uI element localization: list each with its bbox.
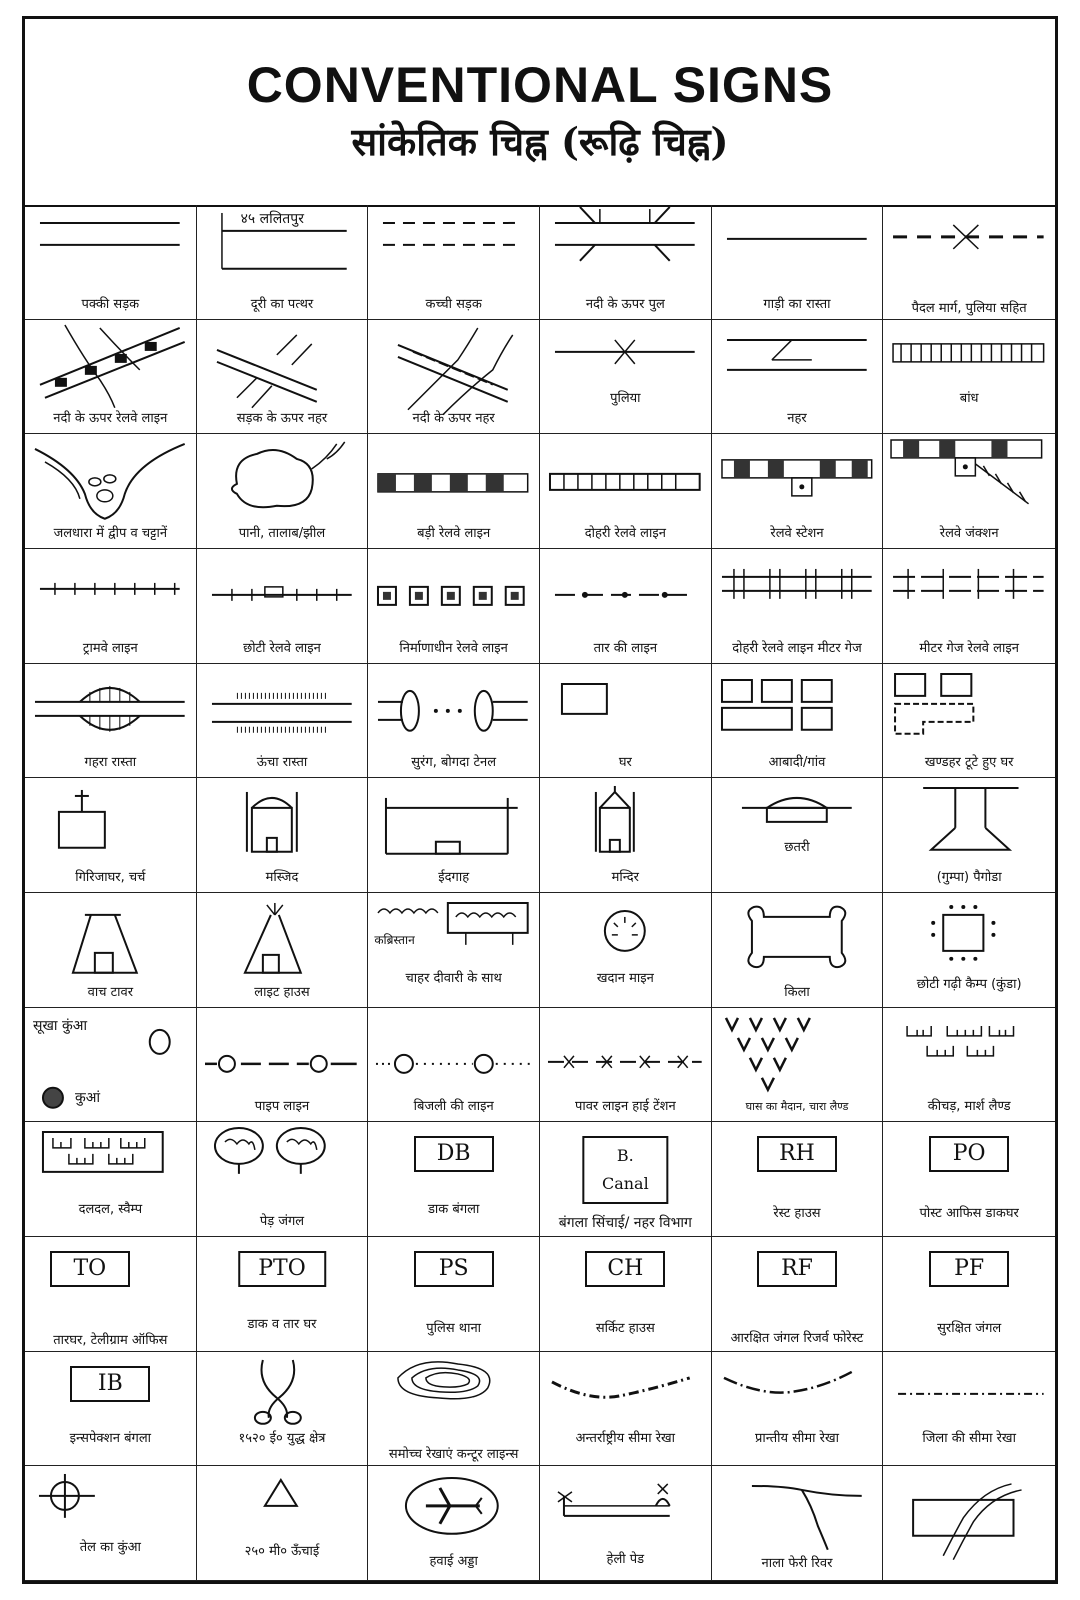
dam-symbol xyxy=(883,320,1055,434)
sign-label: खदान माइन xyxy=(596,970,654,986)
sign-label: आरक्षित जंगल रिजर्व फोरेस्ट xyxy=(730,1330,864,1346)
sign-label: नहर xyxy=(787,411,807,427)
sign-double-railway xyxy=(540,434,712,549)
sign-railway-over-river xyxy=(25,320,197,435)
sign-label: छोटी गढ़ी कैम्प (कुंडा) xyxy=(916,976,1022,992)
sign-tramway xyxy=(25,549,197,664)
sign-label: बिजली की लाइन xyxy=(413,1099,494,1115)
sign-label: डाक व तार घर xyxy=(247,1316,317,1332)
sign-label: पैदल मार्ग, पुलिया सहित xyxy=(911,300,1027,316)
header xyxy=(25,19,1055,207)
sign-post-office xyxy=(883,1122,1055,1237)
sign-oil-well xyxy=(25,1466,197,1581)
well-label: कुआं xyxy=(75,1090,101,1107)
sign-international-boundary xyxy=(540,1352,712,1467)
sign-telegraph-office xyxy=(25,1237,197,1352)
sign-forest xyxy=(197,1122,369,1237)
abbr-box: IB xyxy=(70,1366,150,1402)
sign-label: सुरक्षित जंगल xyxy=(937,1320,1002,1336)
sign-temple xyxy=(540,778,712,893)
sign-unmetalled-road xyxy=(368,205,540,320)
sign-broad-gauge xyxy=(368,434,540,549)
abbr-box: B. Canal xyxy=(583,1136,668,1204)
sign-label: (गुम्पा) पैगोडा xyxy=(936,869,1002,885)
sign-label: रेस्ट हाउस xyxy=(773,1205,821,1221)
sign-swamp xyxy=(25,1122,197,1237)
sign-metre-gauge xyxy=(883,549,1055,664)
sign-footpath xyxy=(883,205,1055,320)
sign-high-tension-line xyxy=(540,1008,712,1123)
sign-district-boundary xyxy=(883,1352,1055,1467)
sign-ferry xyxy=(712,1466,884,1581)
sign-label: तारघर, टेलीग्राम ऑफिस xyxy=(53,1332,168,1348)
sign-label: आबादी/गांव xyxy=(768,755,826,771)
sign-deep-cutting xyxy=(25,664,197,779)
international-boundary-symbol xyxy=(540,1352,711,1466)
abbr-box: CH xyxy=(585,1251,665,1287)
sign-chhatri xyxy=(712,778,884,893)
sign-label: पोस्ट आफिस डाकघर xyxy=(919,1205,1019,1221)
sign-culvert xyxy=(540,320,712,435)
sign-label: ट्रामवे लाइन xyxy=(82,640,138,656)
sign-watch-tower xyxy=(25,893,197,1008)
sign-label: ईदगाह xyxy=(438,869,470,885)
sign-label: दूरी का पत्थर xyxy=(250,296,314,312)
mine-symbol xyxy=(540,893,711,1007)
sign-label: बड़ी रेलवे लाइन xyxy=(417,525,491,541)
sign-label: बांध xyxy=(959,391,979,407)
sign-cart-track xyxy=(712,205,884,320)
sign-double-metre-gauge xyxy=(712,549,884,664)
sign-label: मस्जिद xyxy=(265,869,299,885)
sign-well xyxy=(25,1008,197,1123)
sign-label: पुलिया xyxy=(610,391,641,407)
sign-helipad xyxy=(540,1466,712,1581)
sign-label: हेली पेड xyxy=(606,1551,645,1567)
sign-label: इन्सपेक्शन बंगला xyxy=(69,1431,152,1447)
sign-label: हवाई अड्डा xyxy=(429,1553,478,1569)
sign-dam xyxy=(883,320,1055,435)
sign-label: वाच टावर xyxy=(87,984,134,1000)
road-river-symbol xyxy=(883,1466,1055,1580)
sign-label: ऊंचा रास्ता xyxy=(256,755,308,771)
sign-label: रेलवे स्टेशन xyxy=(770,525,824,541)
sign-label: २५० मी० ऊँचाई xyxy=(244,1543,320,1559)
sign-milestone xyxy=(197,205,369,320)
sign-label: मन्दिर xyxy=(611,869,640,885)
sign-label: दलदल, स्वैम्प xyxy=(78,1201,143,1217)
sign-label: पक्की सड़क xyxy=(81,296,140,312)
sign-island-rocks xyxy=(25,434,197,549)
sign-telegraph-line xyxy=(540,549,712,664)
sign-label: जलधारा में द्वीप व चट्टानें xyxy=(53,525,168,541)
graveyard-symbol xyxy=(368,893,539,1007)
sign-pond-lake xyxy=(197,434,369,549)
sign-label: अन्तर्राष्ट्रीय सीमा रेखा xyxy=(575,1431,676,1447)
abbr-box: PS xyxy=(414,1251,494,1287)
sign-label: नदी के ऊपर नहर xyxy=(412,411,495,427)
sign-label: मीटर गेज रेलवे लाइन xyxy=(919,640,1019,656)
sign-label: पानी, तालाब/झील xyxy=(238,525,326,541)
sign-battlefield xyxy=(197,1352,369,1467)
district-boundary-symbol xyxy=(883,1352,1055,1466)
sign-label: खण्डहर टूटे हुए घर xyxy=(924,755,1014,771)
sign-label: छोटी रेलवे लाइन xyxy=(243,640,321,656)
triangle-icon xyxy=(197,1466,368,1580)
sign-label: किला xyxy=(784,984,810,1000)
sign-label: तेल का कुंआ xyxy=(79,1539,141,1555)
sign-label: घास का मैदान, चारा लैण्ड xyxy=(745,1100,849,1114)
sign-label: समोच्च रेखाएं कन्टूर लाइन्स xyxy=(388,1447,519,1463)
sign-graveyard xyxy=(368,893,540,1008)
sign-grassland xyxy=(712,1008,884,1123)
sign-label: सुरंग, बोगदा टेनल xyxy=(411,755,497,771)
abbr-box: PO xyxy=(929,1136,1009,1172)
sign-narrow-gauge xyxy=(197,549,369,664)
milestone-text: ४५ ललितपुर xyxy=(240,211,304,227)
sign-label: डाक बंगला xyxy=(427,1201,480,1217)
sign-embankment xyxy=(197,664,369,779)
sign-ruins xyxy=(883,664,1055,779)
state-boundary-symbol xyxy=(712,1352,883,1466)
sign-small-fort-camp xyxy=(883,893,1055,1008)
sign-house xyxy=(540,664,712,779)
sign-label: दोहरी रेलवे लाइन मीटर गेज xyxy=(732,640,862,656)
sign-dak-bungalow xyxy=(368,1122,540,1237)
abbr-box: TO xyxy=(50,1251,130,1287)
sign-spot-height xyxy=(197,1466,369,1581)
sign-label: गिरिजाघर, चर्च xyxy=(75,869,146,885)
sign-label: कीचड़, मार्श लैण्ड xyxy=(927,1099,1011,1115)
sign-contours xyxy=(368,1352,540,1467)
sign-road-river-crossing xyxy=(883,1466,1055,1581)
sign-pagoda xyxy=(883,778,1055,893)
sign-railway-under-construction xyxy=(368,549,540,664)
sign-label: १५२० ई० युद्ध क्षेत्र xyxy=(238,1431,326,1447)
sign-police-station xyxy=(368,1237,540,1352)
sign-protected-forest xyxy=(883,1237,1055,1352)
culvert-symbol xyxy=(540,320,711,434)
sign-light-house xyxy=(197,893,369,1008)
sign-mosque xyxy=(197,778,369,893)
abbr-box: PF xyxy=(929,1251,1009,1287)
sign-power-line xyxy=(368,1008,540,1123)
sign-label: निर्माणाधीन रेलवे लाइन xyxy=(399,640,508,656)
sign-canal xyxy=(712,320,884,435)
sign-label: चाहर दीवारी के साथ xyxy=(405,970,502,986)
sign-mine xyxy=(540,893,712,1008)
sign-village xyxy=(712,664,884,779)
dry-well-label: सूखा कुंआ xyxy=(33,1017,88,1034)
sign-state-boundary xyxy=(712,1352,884,1467)
sign-label: गहरा रास्ता xyxy=(84,755,137,771)
sign-inspection-bungalow xyxy=(25,1352,197,1467)
sign-label: घर xyxy=(618,755,632,771)
sign-label: लाइट हाउस xyxy=(254,984,310,1000)
chhatri-symbol xyxy=(712,778,883,892)
abbr-box: PTO xyxy=(238,1251,326,1287)
sign-label: नदी के ऊपर रेलवे लाइन xyxy=(53,411,168,427)
sign-idgah xyxy=(368,778,540,893)
sign-label: बंगला सिंचाई/ नहर विभाग xyxy=(558,1214,692,1231)
sign-label: दोहरी रेलवे लाइन xyxy=(584,525,666,541)
sign-label: जिला की सीमा रेखा xyxy=(922,1431,1016,1447)
sign-canal-bungalow xyxy=(540,1122,712,1237)
sign-label: नाला फेरी रिवर xyxy=(761,1555,833,1571)
sign-railway-station xyxy=(712,434,884,549)
sign-circuit-house xyxy=(540,1237,712,1352)
sign-label: पुलिस थाना xyxy=(426,1320,482,1336)
title-english: CONVENTIONAL SIGNS xyxy=(246,57,834,113)
sign-label: सड़क के ऊपर नहर xyxy=(236,411,328,427)
sign-airport xyxy=(368,1466,540,1581)
sign-label: रेलवे जंक्शन xyxy=(939,525,999,541)
oil-well-symbol xyxy=(25,1466,196,1580)
sign-label: पेड़ जंगल xyxy=(259,1213,305,1229)
sign-post-telegraph-office xyxy=(197,1237,369,1352)
sign-label: छतरी xyxy=(784,839,810,855)
sign-metalled-road xyxy=(25,205,197,320)
sign-fort xyxy=(712,893,884,1008)
sign-canal-over-river xyxy=(368,320,540,435)
sign-label: नदी के ऊपर पुल xyxy=(585,296,665,312)
sign-label: तार की लाइन xyxy=(593,640,658,656)
signs-grid xyxy=(25,205,1055,1581)
sign-label: पावर लाइन हाई टेंशन xyxy=(574,1099,676,1115)
abbr-box: RH xyxy=(757,1136,837,1172)
swamp-symbol xyxy=(25,1122,196,1236)
sign-canal-over-road xyxy=(197,320,369,435)
sign-label: सर्किट हाउस xyxy=(595,1320,655,1336)
sign-label: गाड़ी का रास्ता xyxy=(763,296,831,312)
battlefield-symbol xyxy=(197,1352,368,1466)
sign-pipe-line xyxy=(197,1008,369,1123)
abbr-box: DB xyxy=(414,1136,494,1172)
sign-label: पाइप लाइन xyxy=(254,1099,310,1115)
abbr-box: RF xyxy=(757,1251,837,1287)
sign-rest-house xyxy=(712,1122,884,1237)
graveyard-label: कब्रिस्तान xyxy=(374,932,415,947)
sign-bridge-over-river xyxy=(540,205,712,320)
sign-tunnel xyxy=(368,664,540,779)
sign-reserved-forest xyxy=(712,1237,884,1352)
sign-railway-junction xyxy=(883,434,1055,549)
title-hindi: सांकेतिक चिह्न (रूढ़ि चिह्न) xyxy=(351,119,729,164)
sign-label: कच्ची सड़क xyxy=(425,296,482,312)
conventional-signs-sheet xyxy=(22,16,1058,1584)
sign-label: प्रान्तीय सीमा रेखा xyxy=(755,1431,839,1447)
sign-church xyxy=(25,778,197,893)
sign-marsh xyxy=(883,1008,1055,1123)
